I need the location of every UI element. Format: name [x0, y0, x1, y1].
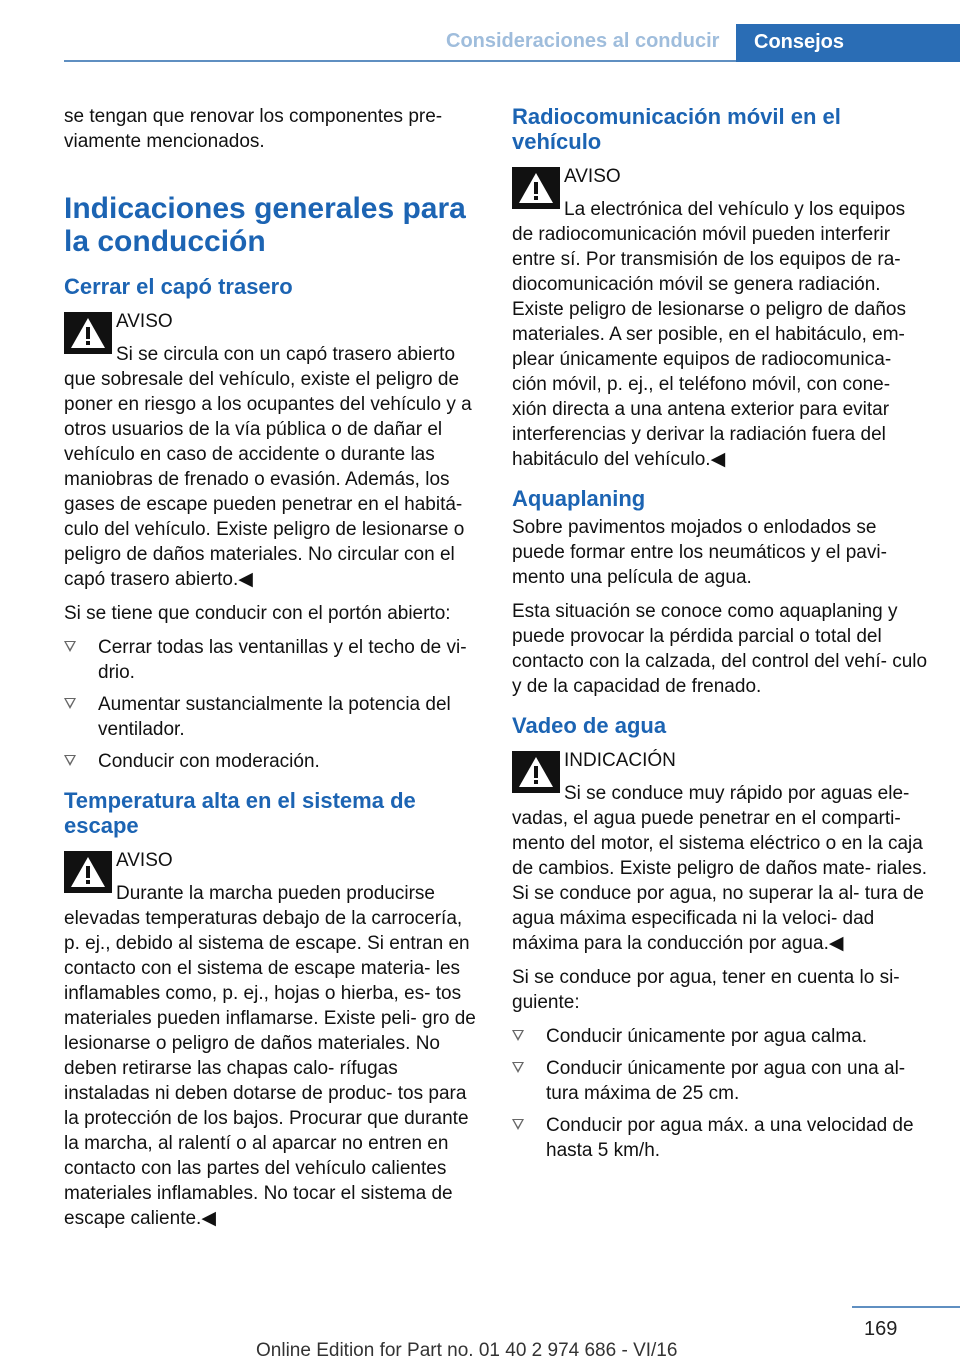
warning-text-first-line: Si se conduce muy rápido por aguas ele‐: [564, 783, 910, 804]
list-item-text: Cerrar todas las ventanillas y el techo de vi‐ drio.: [98, 637, 467, 683]
warning-label: AVISO: [564, 166, 621, 187]
warning-triangle-icon: [64, 851, 112, 893]
footer-edition-text: Online Edition for Part no. 01 40 2 974 686 - VI/16: [256, 1340, 678, 1361]
section-heading-radio: Radiocomunicación móvil en el vehículo: [512, 104, 841, 154]
list-item: [512, 1024, 928, 1049]
list-item-text: Conducir únicamente por agua con una al‐ tura máxima de 25 cm.: [546, 1058, 906, 1104]
warning-label: INDICACIÓN: [564, 750, 676, 771]
body-paragraph: Sobre pavimentos mojados o enlodados se puede formar entre los neumáticos y el pavi‐ mento una película de agua.: [512, 517, 887, 588]
warning-triangle-icon: [512, 751, 560, 793]
section-heading-aquaplaning: Aquaplaning: [512, 486, 646, 511]
main-heading: Indicaciones generales para la conducción: [64, 192, 466, 258]
warning-block-escape: [64, 848, 480, 1231]
section-heading-vadeo: Vadeo de agua: [512, 713, 667, 738]
list-item: [512, 1113, 928, 1163]
warning-text-first-line: Durante la marcha pueden producirse: [116, 883, 435, 904]
page-number: 169: [864, 1318, 898, 1340]
right-column: [512, 104, 928, 1173]
list-item: [64, 692, 480, 742]
section-heading-escape: Temperatura alta en el sistema de escape: [64, 788, 416, 838]
bullet-triangle-icon: [512, 1030, 524, 1041]
list-item-text: Conducir con moderación.: [98, 751, 320, 772]
left-column: [64, 104, 480, 1240]
warning-triangle-icon: [64, 312, 112, 354]
footer-rule: [852, 1306, 960, 1308]
warning-text-first-line: Si se circula con un capó trasero abierto: [116, 344, 456, 365]
bullet-triangle-icon: [64, 755, 76, 766]
warning-label: AVISO: [116, 850, 173, 871]
warning-text: de radiocomunicación móvil pueden interferir entre sí. Por transmisión de los equipos de ra‐ diocomunicación móvil se genera radiación. Existe peligro de lesionarse o peligro de daños materiales. A ser posible, en el habitáculo, em‐ plear únicamente equipos de radiocomunica‐ ción móvil, p. ej., el teléfono móvil, con cone‐ xión directa a una antena exterior para evitar interferencias y derivar la radiación fuera del habitáculo del vehículo.◀: [512, 224, 906, 470]
warning-label: AVISO: [116, 311, 173, 332]
warning-text-first-line: La electrónica del vehículo y los equipos: [564, 199, 906, 220]
warning-block-vadeo: [512, 748, 928, 956]
warning-block-radio: [512, 164, 928, 472]
warning-block-capo: [64, 309, 480, 592]
list-item-text: Conducir por agua máx. a una velocidad de hasta 5 km/h.: [546, 1115, 914, 1161]
list-item: [64, 635, 480, 685]
body-paragraph: Si se conduce por agua, tener en cuenta lo si‐ guiente:: [512, 967, 900, 1013]
bullet-triangle-icon: [512, 1062, 524, 1073]
list-item: [64, 749, 480, 774]
body-paragraph: Esta situación se conoce como aquaplaning y puede provocar la pérdida parcial o total del contacto con la calzada, del control del vehí‐ culo y de la capacidad de frenado.: [512, 601, 928, 697]
warning-text: elevadas temperaturas debajo de la carrocería, p. ej., debido al sistema de escape. Si entran en contacto con el sistema de escape materia‐ les inflamables como, p. ej., hojas o hierba, es‐ tos materiales pueden inflamarse. Existe peli‐ gro de lesionarse o peligro de daños materiales. No deben retirarse las chapas calo‐ rífugas instaladas ni deben dotarse de produc‐ tos para la protección de los bajos. Procurar que durante la marcha, al ralentí o al aparcar no entren en contacto con las partes del vehículo calientes materiales inflamables. No tocar el sistema de escape caliente.◀: [64, 908, 476, 1229]
header-chapter-tab: [736, 24, 960, 62]
warning-triangle-icon: [512, 167, 560, 209]
intro-paragraph: se tengan que renovar los componentes pre‐ viamente mencionados.: [64, 106, 443, 152]
warning-text: vadas, el agua puede penetrar en el comparti‐ mento del motor, el sistema eléctrico o en la caja de cambios. Existe peligro de daños mate‐ riales. Si se conduce por agua, no superar la al‐ tura de agua máxima especificada ni la veloci‐ dad máxima para la conducción por agua.◀: [512, 808, 928, 954]
list-item-text: Conducir únicamente por agua calma.: [546, 1026, 868, 1047]
header-chapter-label: Consejos: [754, 31, 845, 53]
bullet-list-capo: [64, 635, 480, 774]
list-item-text: Aumentar sustancialmente la potencia del ventilador.: [98, 694, 451, 740]
bullet-triangle-icon: [512, 1119, 524, 1130]
list-item: [512, 1056, 928, 1106]
bullet-triangle-icon: [64, 641, 76, 652]
header-section-title: Consideraciones al conducir: [446, 30, 720, 52]
bullet-list-vadeo: [512, 1024, 928, 1163]
bullet-triangle-icon: [64, 698, 76, 709]
warning-text: que sobresale del vehículo, existe el peligro de poner en riesgo a los ocupantes del vehículo y a otros usuarios de la vía pública o de dañar el vehículo en caso de accidente o durante las maniobras de frenado o evasión. Además, los gases de escape pueden penetrar en el habitá‐ culo del vehículo. Existe peligro de lesionarse o peligro de daños materiales. No circular con el capó trasero abierto.◀: [64, 369, 472, 590]
body-paragraph: Si se tiene que conducir con el portón abierto:: [64, 603, 451, 624]
section-heading-capo: Cerrar el capó trasero: [64, 274, 293, 299]
